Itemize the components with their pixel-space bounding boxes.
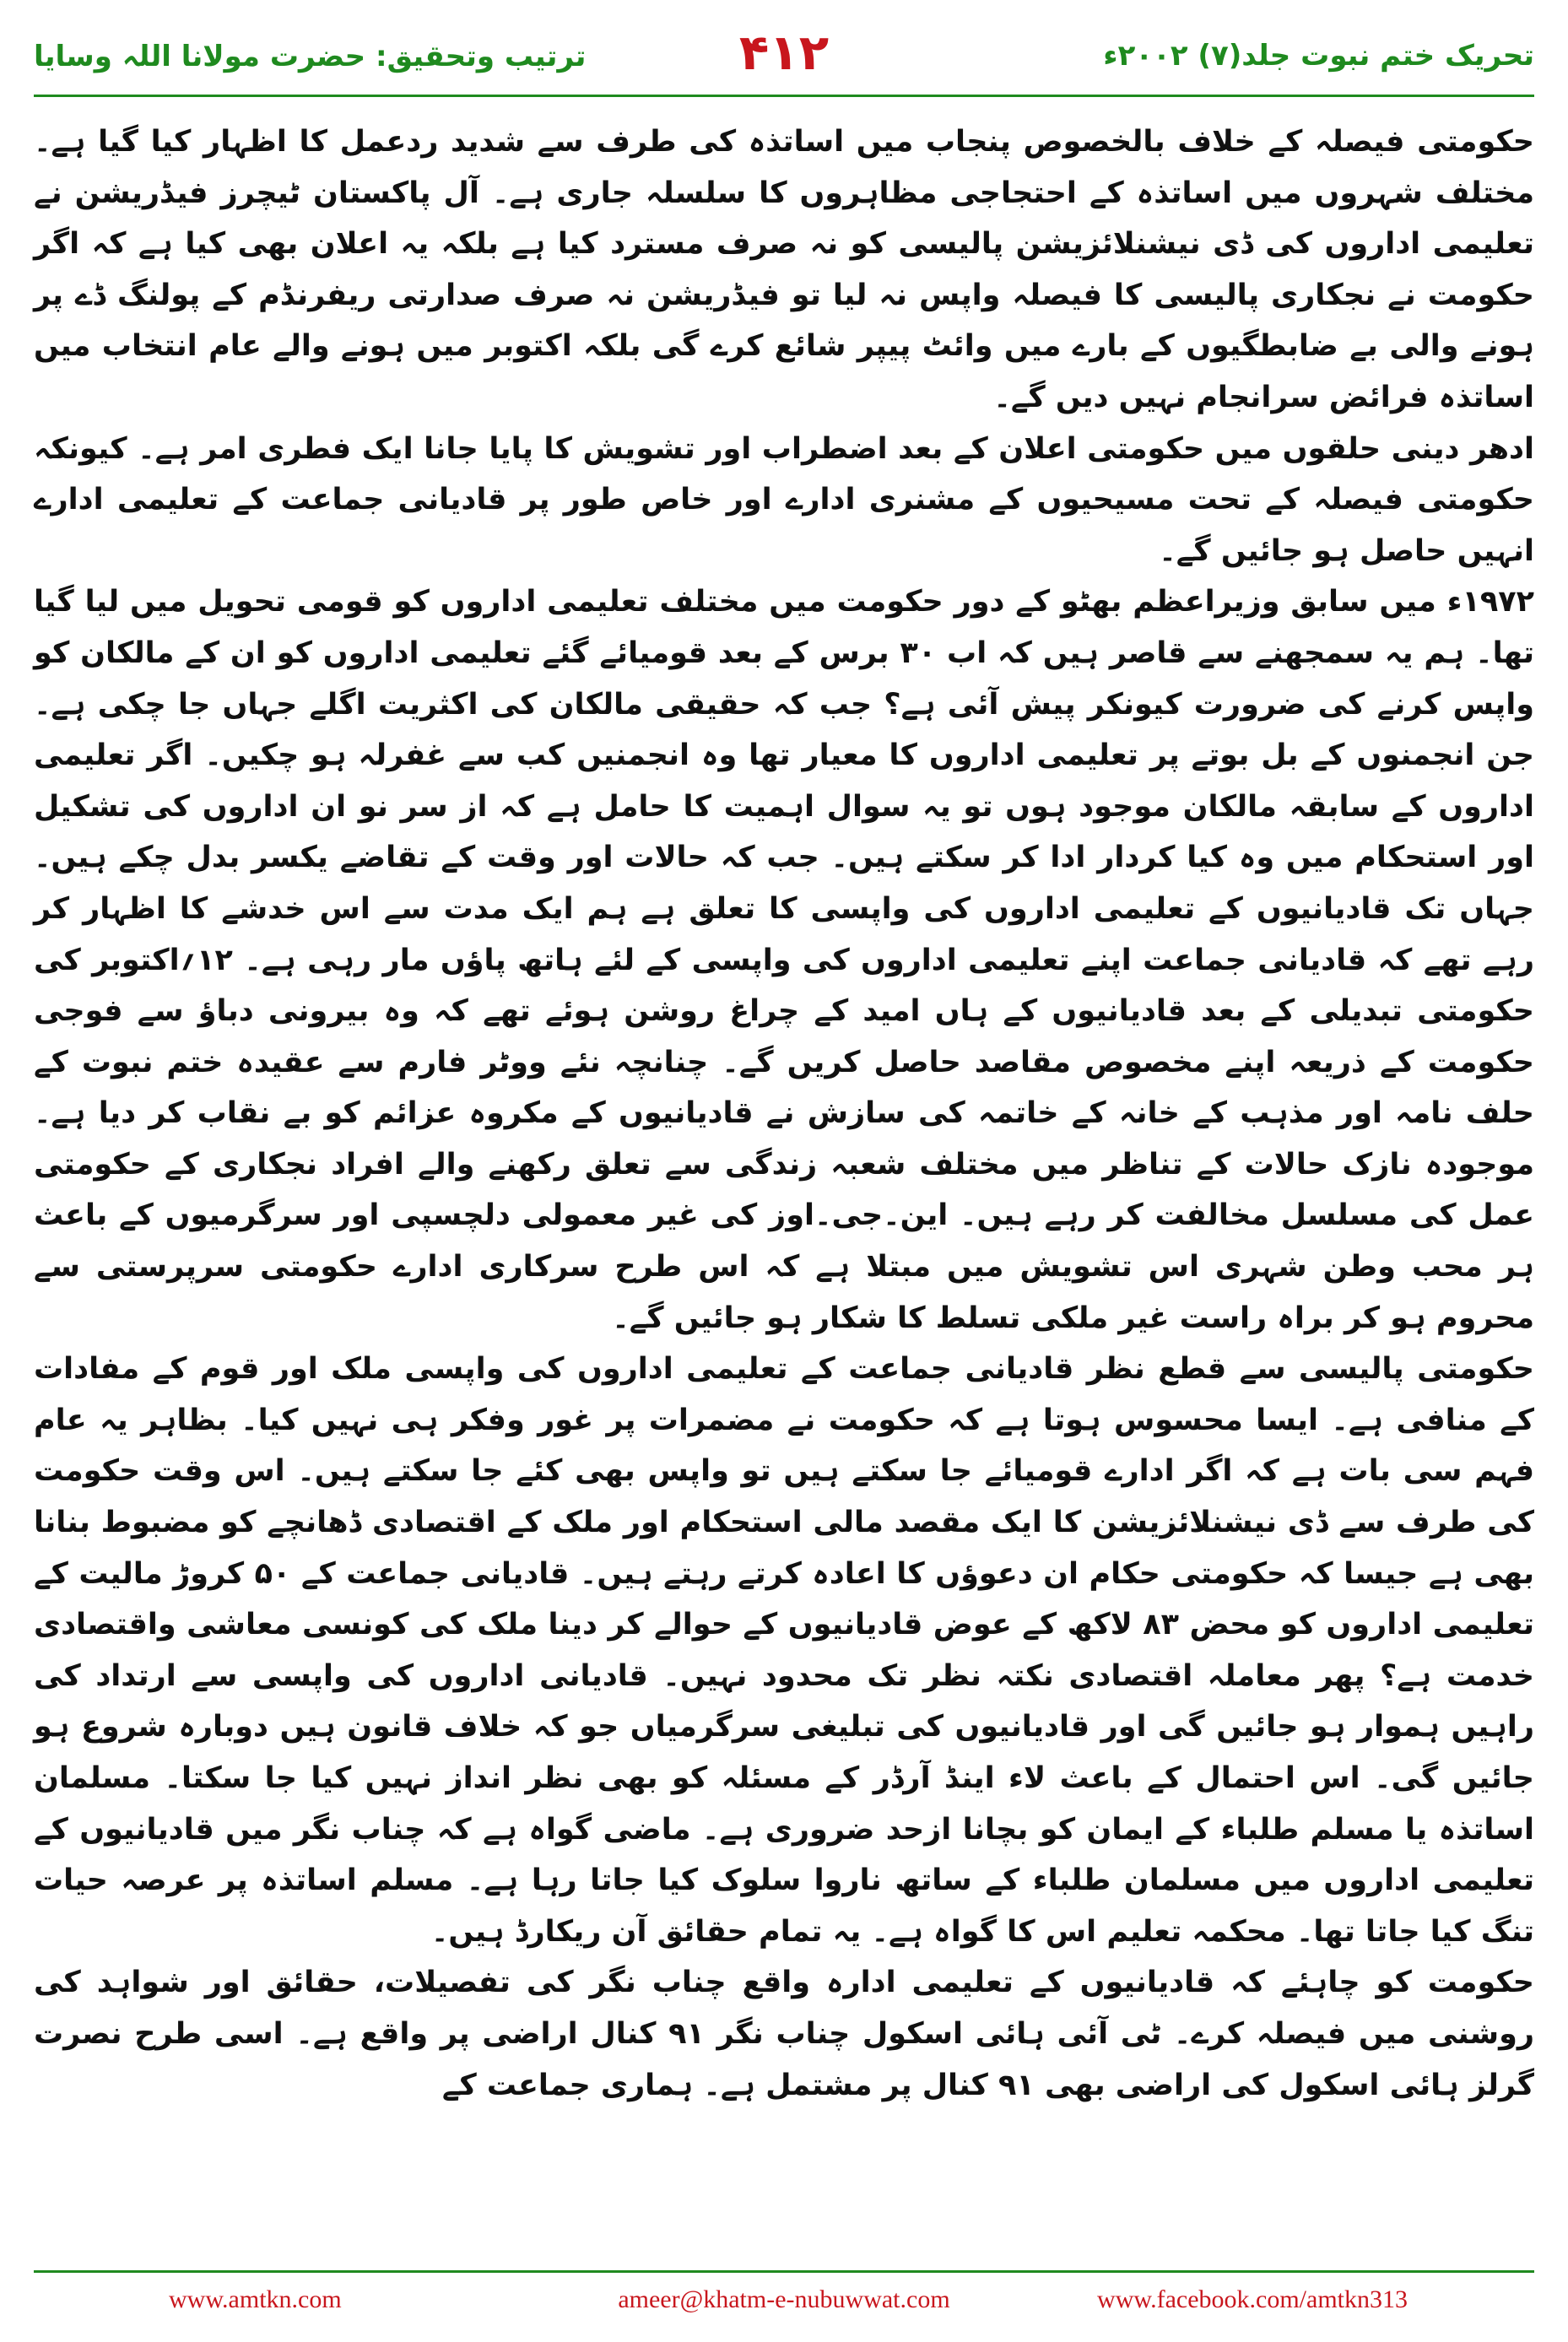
paragraph-2: ادھر دینی حلقوں میں حکومتی اعلان کے بعد اضطراب اور تشویش کا پایا جانا ایک فطری امر ہے۔ کیونکہ حکومتی فیصلہ کے تحت مسیحیوں کے مشنری ادارے اور خاص طور پر قادیانی جماعت کے تعلیمی ادارے انہیں حاصل ہو جائیں گے۔ (34, 431, 1534, 568)
book-title: تحریک ختم نبوت جلد(۷) ۲۰۰۲ء (1103, 39, 1534, 73)
paragraph-4: حکومتی پالیسی سے قطع نظر قادیانی جماعت کے تعلیمی اداروں کی واپسی ملک اور قوم کے مفادات کے منافی ہے۔ ایسا محسوس ہوتا ہے کہ حکومت نے مضمرات پر غور وفکر ہی نہیں کیا۔ بظاہر یہ عام فہم سی بات ہے کہ اگر ادارے قومیائے جا سکتے ہیں تو واپس بھی کئے جا سکتے ہیں۔ اس وقت حکومت کی طرف سے ڈی نیشنلائزیشن کا ایک مقصد مالی استحکام اور ملک کے اقتصادی ڈھانچے کو مضبوط بنانا بھی ہے جیسا کہ حکومتی حکام ان دعوؤں کا اعادہ کرتے رہتے ہیں۔ قادیانی جماعت کے ۵۰ کروڑ مالیت کے تعلیمی اداروں کو محض ۸۳ لاکھ کے عوض قادیانیوں کے حوالے کر دینا ملک کی کونسی معاشی واقتصادی خدمت ہے؟ پھر معاملہ اقتصادی نکتہ نظر تک محدود نہیں۔ قادیانی اداروں کی واپسی سے ارتداد کی راہیں ہموار ہو جائیں گی اور قادیانیوں کی تبلیغی سرگرمیاں جو کہ خلاف قانون ہیں دوبارہ شروع ہو جائیں گی۔ اس احتمال کے باعث لاء اینڈ آرڈر کے مسئلہ کو بھی نظر انداز نہیں کیا جا سکتا۔ مسلمان اساتذہ یا مسلم طلباء کے ایمان کو بچانا ازحد ضروری ہے۔ ماضی گواہ ہے کہ چناب نگر میں قادیانیوں کے تعلیمی اداروں میں مسلمان طلباء کے ساتھ ناروا سلوک کیا جاتا رہا ہے۔ مسلم اساتذہ پر عرصہ حیات تنگ کیا جاتا تھا۔ محکمہ تعلیم اس کا گواہ ہے۔ یہ تمام حقائق آن ریکارڈ ہیں۔ (34, 1352, 1535, 1949)
facebook-link[interactable]: www.facebook.com/amtkn313 (1097, 2285, 1408, 2313)
paragraph-5: حکومت کو چاہئے کہ قادیانیوں کے تعلیمی ادارہ واقع چناب نگر کی تفصیلات، حقائق اور شواہد کی روشنی میں فیصلہ کرے۔ ٹی آئی ہائی اسکول چناب نگر ۹۱ کنال اراضی پر واقع ہے۔ اسی طرح نصرت گرلز ہائی اسکول کی اراضی بھی ۹۱ کنال پر مشتمل ہے۔ ہماری جماعت کے (34, 1966, 1534, 2102)
page-number: ۴۱۲ (738, 24, 830, 81)
page-footer (34, 2285, 1534, 2319)
paragraph-3: ۱۹۷۲ء میں سابق وزیراعظم بھٹو کے دور حکومت میں مختلف تعلیمی اداروں کو قومی تحویل میں لیا گیا تھا۔ ہم یہ سمجھنے سے قاصر ہیں کہ اب ۳۰ برس کے بعد قومیائے گئے تعلیمی اداروں کو ان کے مالکان کو واپس کرنے کی ضرورت کیونکر پیش آئی ہے؟ جب کہ حقیقی مالکان کی اکثریت اگلے جہاں جا چکی ہے۔ جن انجمنوں کے بل بوتے پر تعلیمی اداروں کا معیار تھا وہ انجمنیں کب سے غفرلہ ہو چکیں۔ اگر تعلیمی اداروں کے سابقہ مالکان موجود ہوں تو یہ سوال اہمیت کا حامل ہے کہ از سر نو ان اداروں کی تشکیل اور استحکام میں وہ کیا کردار ادا کر سکتے ہیں۔ جب کہ حالات اور وقت کے تقاضے یکسر بدل چکے ہیں۔ جہاں تک قادیانیوں کے تعلیمی اداروں کی واپسی کا تعلق ہے ہم ایک مدت سے اس خدشے کا اظہار کر رہے تھے کہ قادیانی جماعت اپنے تعلیمی اداروں کی واپسی کے لئے ہاتھ پاؤں مار رہی ہے۔ ۱۲؍اکتوبر کی حکومتی تبدیلی کے بعد قادیانیوں کے ہاں امید کے چراغ روشن ہوئے تھے کہ وہ بیرونی دباؤ سے فوجی حکومت کے ذریعہ اپنے مخصوص مقاصد حاصل کریں گے۔ چنانچہ نئے ووٹر فارم سے عقیدہ ختم نبوت کے حلف نامہ اور مذہب کے خانہ کے خاتمہ کی سازش نے قادیانیوں کے مکروہ عزائم کو بے نقاب کر دیا ہے۔ موجودہ نازک حالات کے تناظر میں مختلف شعبہ زندگی سے تعلق رکھنے والے افراد نجکاری کے حکومتی عمل کی مسلسل مخالفت کر رہے ہیں۔ این۔جی۔اوز کی غیر معمولی دلچسپی اور سرگرمیوں کے باعث ہر محب وطن شہری اس تشویش میں مبتلا ہے کہ اس طرح سرکاری ادارے حکومتی سرپرستی سے محروم ہو کر براہ راست غیر ملکی تسلط کا شکار ہو جائیں گے۔ (34, 585, 1535, 1335)
header-divider (34, 95, 1534, 97)
website-link[interactable]: www.amtkn.com (169, 2285, 342, 2313)
email-link[interactable]: ameer@khatm-e-nubuwwat.com (618, 2285, 950, 2313)
page-body (34, 116, 1534, 2260)
compiler-credit: ترتیب وتحقیق: حضرت مولانا اللہ وسایا (34, 40, 587, 73)
paragraph-1: حکومتی فیصلہ کے خلاف بالخصوص پنجاب میں اساتذہ کی طرف سے شدید ردعمل کا اظہار کیا گیا ہے۔ مختلف شہروں میں اساتذہ کے احتجاجی مظاہروں کا سلسلہ جاری ہے۔ آل پاکستان ٹیچرز فیڈریشن نے تعلیمی اداروں کی ڈی نیشنلائزیشن پالیسی کو نہ صرف مسترد کیا ہے بلکہ یہ اعلان بھی کیا ہے کہ اگر حکومت نے نجکاری پالیسی کا فیصلہ واپس نہ لیا تو فیڈریشن نہ صرف صدارتی ریفرنڈم کے پولنگ ڈے پر ہونے والی بے ضابطگیوں کے بارے میں وائٹ پیپر شائع کرے گی بلکہ اکتوبر میں ہونے والے عام انتخاب میں اساتذہ فرائض سرانجام نہیں دیں گے۔ (34, 125, 1534, 414)
page-header (34, 24, 1534, 83)
footer-divider (34, 2270, 1534, 2273)
